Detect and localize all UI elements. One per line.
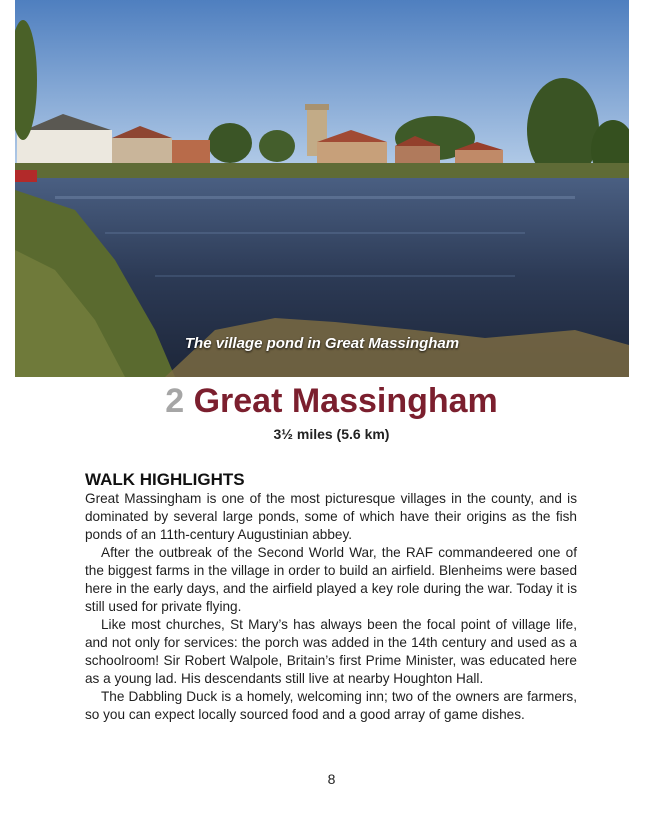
walk-distance: 3½ miles (5.6 km) bbox=[273, 426, 390, 442]
highlights-paragraph: After the outbreak of the Second World War, the RAF commandeered one of the biggest farms in the village in order to build an airfield. Blenheims were based here in the early days, and the airfield played a key role during the war. Today it is still used for private flying. bbox=[85, 545, 577, 614]
village-pond-photo bbox=[15, 0, 629, 377]
highlights-paragraph: The Dabbling Duck is a homely, welcoming inn; two of the owners are farmers, so you can expect locally sourced food and a good array of game dishes. bbox=[85, 689, 577, 722]
walk-number: 2 bbox=[165, 382, 185, 420]
walk-highlights-section bbox=[85, 470, 577, 724]
walk-name: Great Massingham bbox=[193, 382, 498, 420]
highlights-paragraph: Like most churches, St Mary’s has always been the focal point of village life, and not only for services: the porch was added in the 14th century and used as a schoolroom! Sir Robert Walpole, Britain’s first Prime Minister, was educated here as a young lad. His descendants still live at nearby Houghton Hall. bbox=[85, 617, 577, 686]
highlights-paragraph: Great Massingham is one of the most picturesque villages in the county, and is dominated by several large ponds, some of which have their origins as the fish ponds of an 11th-century Augustinian abbey. bbox=[85, 491, 577, 542]
pond-illustration bbox=[15, 0, 629, 377]
highlights-heading: WALK HIGHLIGHTS bbox=[85, 470, 245, 489]
photo-caption: The village pond in Great Massingham bbox=[184, 335, 460, 352]
walk-title bbox=[0, 380, 663, 422]
page-number: 8 bbox=[327, 771, 336, 787]
